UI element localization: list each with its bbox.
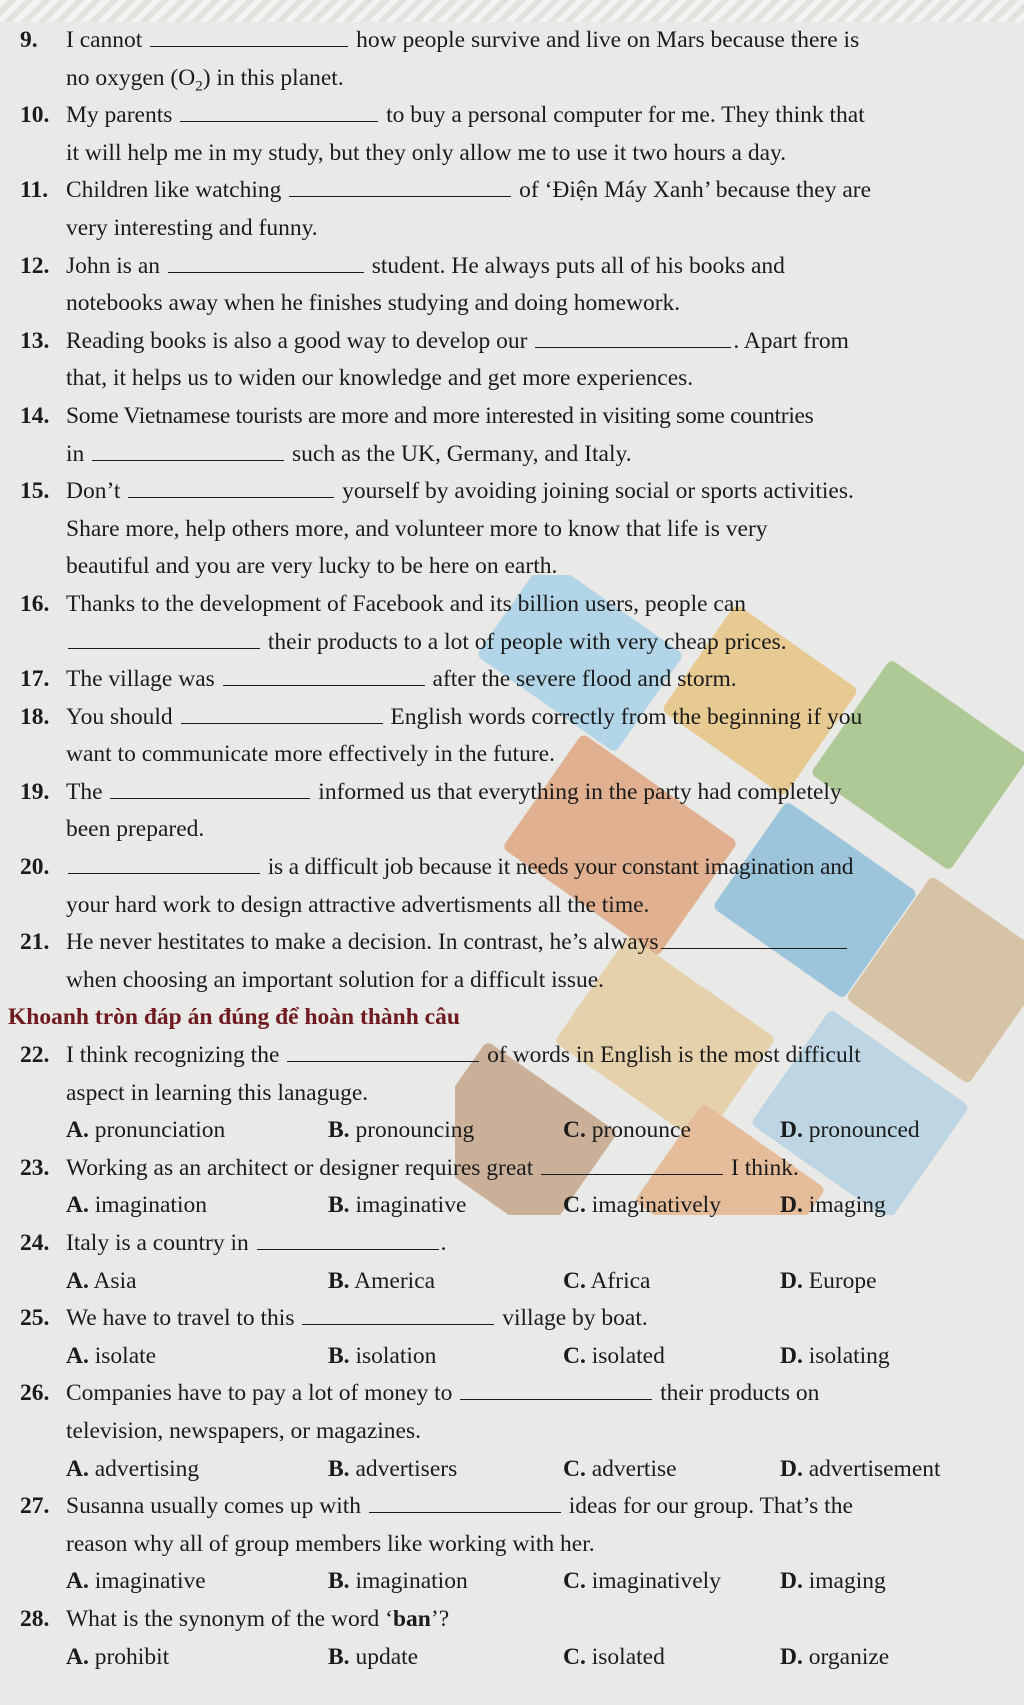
- options-23: [0, 1187, 1024, 1225]
- worksheet: 9. I cannot how people survive and live on Mars because there is no oxygen $(O_2)$ in this planet. 10. My parents to buy a personal computer for me. They think that it will help me in my study, but they only allow me to use it two hours a day. 11. Children like watching of ‘Điện Máy Xanh’ because they are very interesting and funny. 12. John is an student. He always puts all of his books and notebooks away when he finishes studying and doing homework. 13. Reading books is also a good way to develop our . Apart from that, it helps us to widen our knowledge and get more experiences. 14. Some Vietnamese tourists are more and more interested in visiting some countries in such as the UK, Germany, and Italy. 15. Don’t yourself by avoiding joining social or sports activities. Share more, help others more, and volunteer more to know that life is very beautiful and you are very lucky to be here on earth. 16. Thanks to the development of Facebook and its billion users, people can their products to a lot of people with very cheap prices. 17. The village was after the severe flood and storm. 18. You should English words correctly from the beginning if you want to communicate more effectively in the future. 19. The informed us that everything in the party had completely been prepared. 20. is a difficult job because it needs your constant imagination and your hard work to design attractive advertisments all the time. 21. He never hestitates to make a decision. In contrast, he’s always when choosing an important solution for a difficult issue. Khoanh tròn đáp án đúng để hoàn thành câu 22. I think recognizing the of words in English is the most difficult aspect in learning this lanaguge. A. pronunciation B. pronouncing C. pronounce D. pronounced 23. Working as an architect or designer requires great I think. A. imagination B. imaginative C. imaginatively D. imaging 24. Italy is a country in . A. Asia B. America C. Africa D. Europe 25. We have to travel to this village by boat. A. isolate B. isolation C. isolated D. isolating 26. Companies have to pay a lot of money to their products on television, newspapers, or magazines. A. advertising B. advertisers C. advertise D. advertisement 27. Susanna usually comes up with ideas for our group. That’s the reason why all of group members like working with her. A. imaginative B. imagination C. imaginatively D. imaging 28. What is the synonym of the word ‘ban’? A. prohibit B. update C. isolated D. organize: [0, 22, 1024, 1676]
- options-28: [0, 1639, 1024, 1677]
- option-a[interactable]: A. Asia: [66, 1267, 137, 1294]
- answer-blank[interactable]: [150, 26, 348, 47]
- options-27: [0, 1563, 1024, 1601]
- option-b[interactable]: B. pronouncing: [328, 1117, 475, 1144]
- options-22: [0, 1112, 1024, 1150]
- question-23: 23. Working as an architect or designer requires great I think.: [20, 1154, 799, 1181]
- answer-blank[interactable]: [460, 1379, 652, 1400]
- option-b[interactable]: B. imaginative: [328, 1192, 467, 1219]
- option-c[interactable]: C. isolated: [563, 1643, 665, 1670]
- option-c[interactable]: C. advertise: [563, 1455, 677, 1482]
- option-c[interactable]: C. Africa: [563, 1267, 651, 1294]
- section-heading: Khoanh tròn đáp án đúng để hoàn thành câu: [8, 1004, 460, 1031]
- answer-blank[interactable]: [128, 477, 334, 498]
- answer-blank[interactable]: [257, 1229, 439, 1250]
- answer-blank[interactable]: [180, 101, 378, 122]
- question-13: 13. Reading books is also a good way to develop our . Apart from: [20, 327, 849, 354]
- question-18: 18. You should English words correctly from the beginning if you: [20, 703, 863, 730]
- question-20: 20. is a difficult job because it needs your constant imagination and: [20, 854, 854, 881]
- option-b[interactable]: B. isolation: [328, 1342, 437, 1369]
- option-d[interactable]: D. pronounced: [780, 1117, 920, 1144]
- answer-blank[interactable]: [287, 1041, 479, 1062]
- question-27: 27. Susanna usually comes up with ideas for our group. That’s the: [20, 1493, 853, 1520]
- question-16: 16. Thanks to the development of Facebook and its billion users, people can: [20, 590, 747, 617]
- option-d[interactable]: D. imaging: [780, 1192, 886, 1219]
- question-15: 15. Don’t yourself by avoiding joining social or sports activities.: [20, 478, 854, 505]
- option-c[interactable]: C. imaginatively: [563, 1192, 721, 1219]
- question-12: 12. John is an student. He always puts all of his books and: [20, 252, 785, 279]
- question-14: 14. Some Vietnamese tourists are more and more interested in visiting some countries: [20, 402, 814, 429]
- option-b[interactable]: B. America: [328, 1267, 436, 1294]
- answer-blank[interactable]: [541, 1154, 723, 1175]
- top-border: [0, 0, 1024, 22]
- option-a[interactable]: A. imagination: [66, 1192, 207, 1219]
- question-17: 17. The village was after the severe flood and storm.: [20, 666, 737, 693]
- option-c[interactable]: C. pronounce: [563, 1117, 691, 1144]
- option-b[interactable]: B. update: [328, 1643, 419, 1670]
- options-26: [0, 1451, 1024, 1489]
- answer-blank[interactable]: [181, 703, 383, 724]
- question-25: 25. We have to travel to this village by boat.: [20, 1305, 648, 1332]
- answer-blank[interactable]: [68, 628, 260, 649]
- question-9: 9. I cannot how people survive and live on Mars because there is: [20, 27, 860, 53]
- option-a[interactable]: A. prohibit: [66, 1643, 170, 1670]
- option-d[interactable]: D. isolating: [780, 1342, 890, 1369]
- answer-blank[interactable]: [92, 440, 284, 461]
- question-10: 10. My parents to buy a personal computer for me. They think that: [20, 102, 865, 129]
- option-d[interactable]: D. organize: [780, 1643, 890, 1670]
- option-d[interactable]: D. advertisement: [780, 1455, 941, 1482]
- options-25: [0, 1338, 1024, 1376]
- question-28: 28. What is the synonym of the word ‘ban’?: [20, 1605, 450, 1632]
- answer-blank[interactable]: [535, 327, 731, 348]
- question-19: 19. The informed us that everything in the party had completely: [20, 778, 842, 805]
- option-a[interactable]: A. pronunciation: [66, 1117, 226, 1144]
- options-24: [0, 1263, 1024, 1301]
- question-26: 26. Companies have to pay a lot of money to their products on: [20, 1380, 820, 1407]
- question-11: 11. Children like watching of ‘Điện Máy Xanh’ because they are: [20, 177, 872, 204]
- option-b[interactable]: B. imagination: [328, 1568, 468, 1595]
- answer-blank[interactable]: [661, 928, 847, 949]
- option-b[interactable]: B. advertisers: [328, 1455, 458, 1482]
- answer-blank[interactable]: [110, 778, 310, 799]
- question-22: 22. I think recognizing the of words in English is the most difficult: [20, 1042, 861, 1069]
- answer-blank[interactable]: [369, 1492, 561, 1513]
- answer-blank[interactable]: [68, 853, 260, 874]
- option-a[interactable]: A. advertising: [66, 1455, 200, 1482]
- answer-blank[interactable]: [302, 1304, 494, 1325]
- answer-blank[interactable]: [223, 665, 425, 686]
- option-d[interactable]: D. Europe: [780, 1267, 877, 1294]
- option-d[interactable]: D. imaging: [780, 1568, 886, 1595]
- option-c[interactable]: C. isolated: [563, 1342, 665, 1369]
- answer-blank[interactable]: [168, 252, 364, 273]
- option-a[interactable]: A. imaginative: [66, 1568, 206, 1595]
- question-21: 21. He never hestitates to make a decision. In contrast, he’s always: [0, 924, 1024, 962]
- answer-blank[interactable]: [289, 176, 511, 197]
- option-c[interactable]: C. imaginatively: [563, 1568, 721, 1595]
- option-a[interactable]: A. isolate: [66, 1342, 157, 1369]
- question-24: 24. Italy is a country in .: [20, 1230, 447, 1256]
